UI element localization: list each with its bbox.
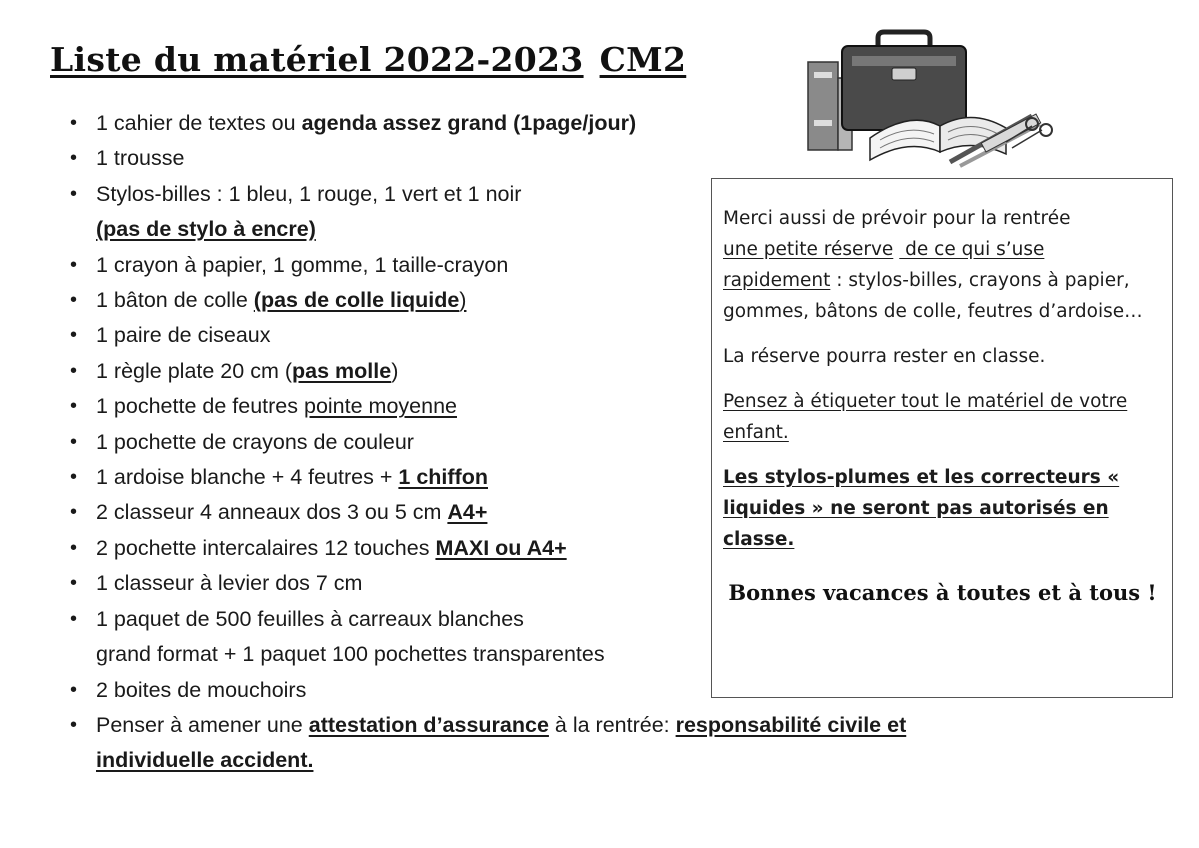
list-item: • 1 pochette de feutres pointe moyenne (70, 389, 906, 424)
list-item: • Penser à amener une attestation d’assurance à la rentrée: responsabilité civile et individuelle accident. (70, 708, 906, 779)
list-item: • 2 boites de mouchoirs (70, 673, 906, 708)
list-item: • 1 paquet de 500 feuilles à carreaux blanches grand format + 1 paquet 100 pochettes transparentes (70, 602, 906, 673)
list-item: • 1 pochette de crayons de couleur (70, 425, 906, 460)
labeling-note: Pensez à étiqueter tout le matériel de votre enfant. (723, 391, 1128, 443)
list-item: • 1 ardoise blanche + 4 feutres + 1 chiffon (70, 460, 906, 495)
list-item: • 2 classeur 4 anneaux dos 3 ou 5 cm A4+ (70, 495, 906, 530)
list-item: • 1 classeur à levier dos 7 cm (70, 566, 906, 601)
forbidden-items-note: Les stylos-plumes et les correcteurs « liquides » ne seront pas autorisés en classe. (723, 467, 1120, 550)
list-item: • 1 règle plate 20 cm (pas molle) (70, 354, 906, 389)
list-item: • Stylos-billes : 1 bleu, 1 rouge, 1 vert et 1 noir (pas de stylo à encre) (70, 177, 906, 248)
closing-wishes: Bonnes vacances à toutes et à tous ! (728, 580, 1157, 605)
title-class: CM2 (599, 40, 687, 79)
list-item: • 1 bâton de colle (pas de colle liquide) (70, 283, 906, 318)
reserve-stays-note: La réserve pourra rester en classe. (723, 346, 1046, 367)
list-item: • 2 pochette intercalaires 12 touches MAXI ou A4+ (70, 531, 906, 566)
page-title (50, 40, 686, 79)
list-item: • 1 cahier de textes ou agenda assez grand (1page/jour) (70, 106, 906, 141)
list-item: • 1 paire de ciseaux (70, 318, 906, 353)
list-item: • 1 crayon à papier, 1 gomme, 1 taille-crayon (70, 248, 906, 283)
reserve-paragraph: Merci aussi de prévoir pour la rentrée une petite réserve de ce qui s’use rapidement : stylos-billes, crayons à papier, gommes, bâtons de colle, feutres d’ardoise… (723, 208, 1143, 322)
list-item: • 1 trousse (70, 141, 906, 176)
title-main: Liste du matériel 2022-2023 (50, 40, 584, 79)
reminder-box (711, 178, 1173, 698)
